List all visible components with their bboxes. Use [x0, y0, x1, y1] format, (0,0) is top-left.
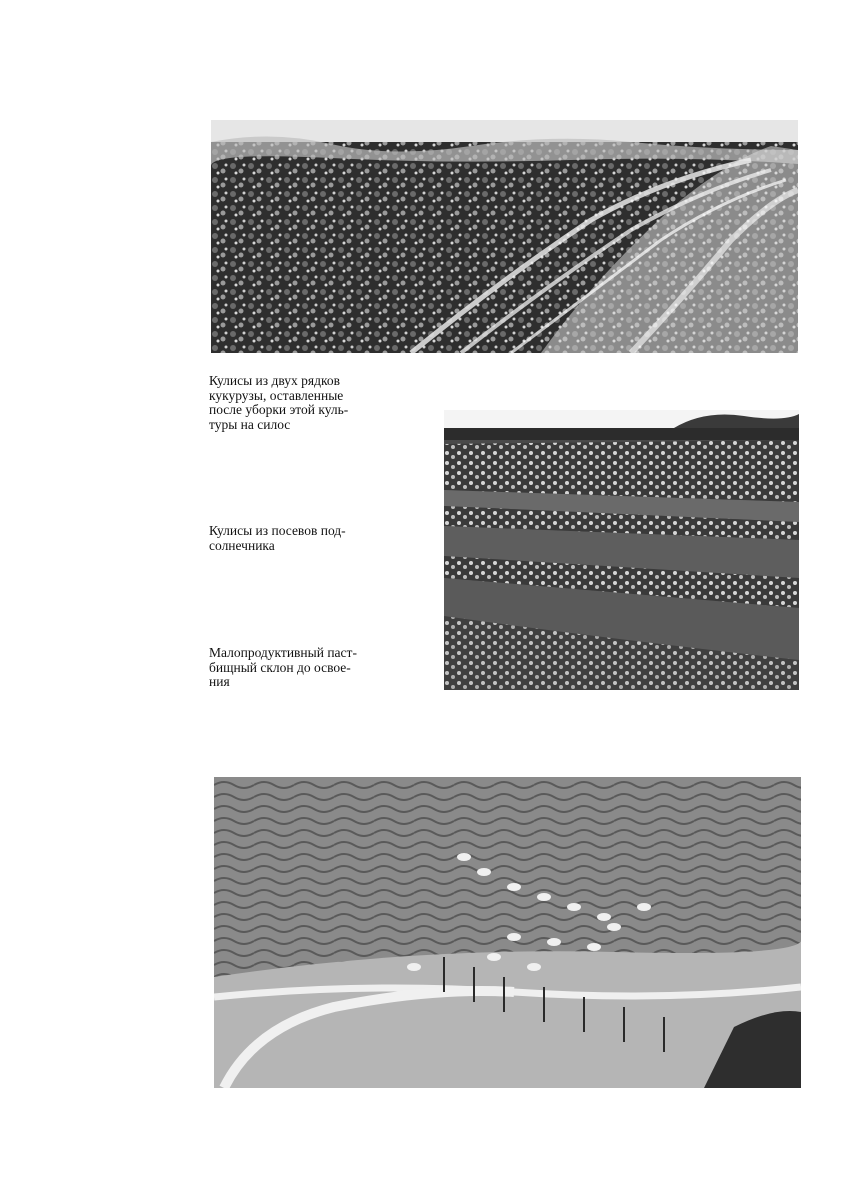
caption-sunflower-strips: Кулисы из посевов под- солнечника — [209, 523, 346, 553]
photo-corn-strips — [211, 120, 798, 353]
photo-sunflower-strips-image — [444, 410, 799, 690]
photo-sunflower-strips — [444, 410, 799, 690]
photo-pasture-slope — [214, 777, 801, 1088]
photo-corn-strips-image — [211, 120, 798, 353]
photo-pasture-slope-image — [214, 777, 801, 1088]
caption-pasture-slope: Малопродуктивный паст- бищный склон до освое- ния — [209, 645, 357, 689]
caption-corn-strips: Кулисы из двух рядков кукурузы, оставленные после уборки этой куль- туры на силос — [209, 373, 349, 432]
